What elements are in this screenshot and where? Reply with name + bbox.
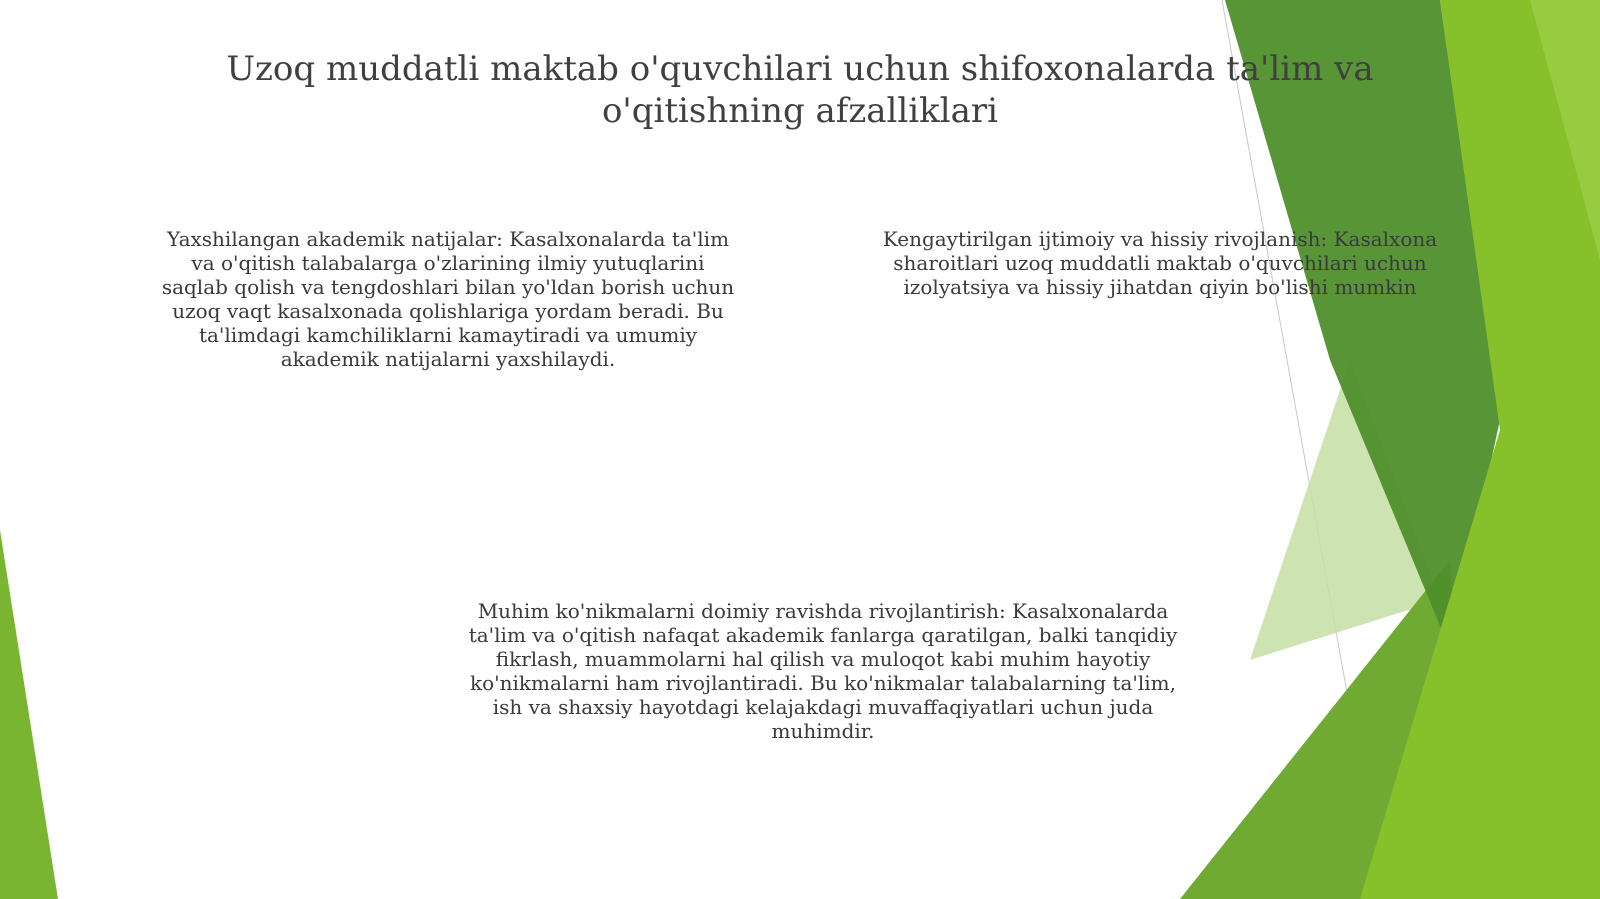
benefit-skills-development: Muhim ko'nikmalarni doimiy ravishda rivojlantirish: Kasalxonalarda ta'lim va o'qitish nafaqat akademik fanlarga qaratilgan, balki tanqidiy fikrlash, muammolarni hal qilish va muloqot kabi muhim hayotiy ko'nikmalarni ham rivojlantiradi. Bu ko'nikmalar talabalarning ta'lim, ish va shaxsiy hayotdagi kelajakdagi muvaffaqiyatlari uchun juda muhimdir.	[468, 599, 1178, 743]
left-green-facet	[0, 530, 58, 899]
slide-title: Uzoq muddatli maktab o'quvchilari uchun shifoxonalarda ta'lim va o'qitishning afzalliklari	[226, 49, 1374, 131]
benefit-academic-results: Yaxshilangan akademik natijalar: Kasalxonalarda ta'lim va o'qitish talabalarga o'zlarining ilmiy yutuqlarini saqlab qolish va tengdoshlari bilan yo'ldan borish uchun uzoq vaqt kasalxonada qolishlariga yordam beradi. Bu ta'limdagi kamchiliklarni kamaytiradi va umumiy akademik natijalarni yaxshilaydi.	[161, 227, 735, 371]
benefit-social-emotional: Kengaytirilgan ijtimoiy va hissiy rivojlanish: Kasalxona sharoitlari uzoq muddatli maktab o'quvchilari uchun izolyatsiya va hissiy jihatdan qiyin bo'lishi mumkin	[882, 227, 1438, 299]
